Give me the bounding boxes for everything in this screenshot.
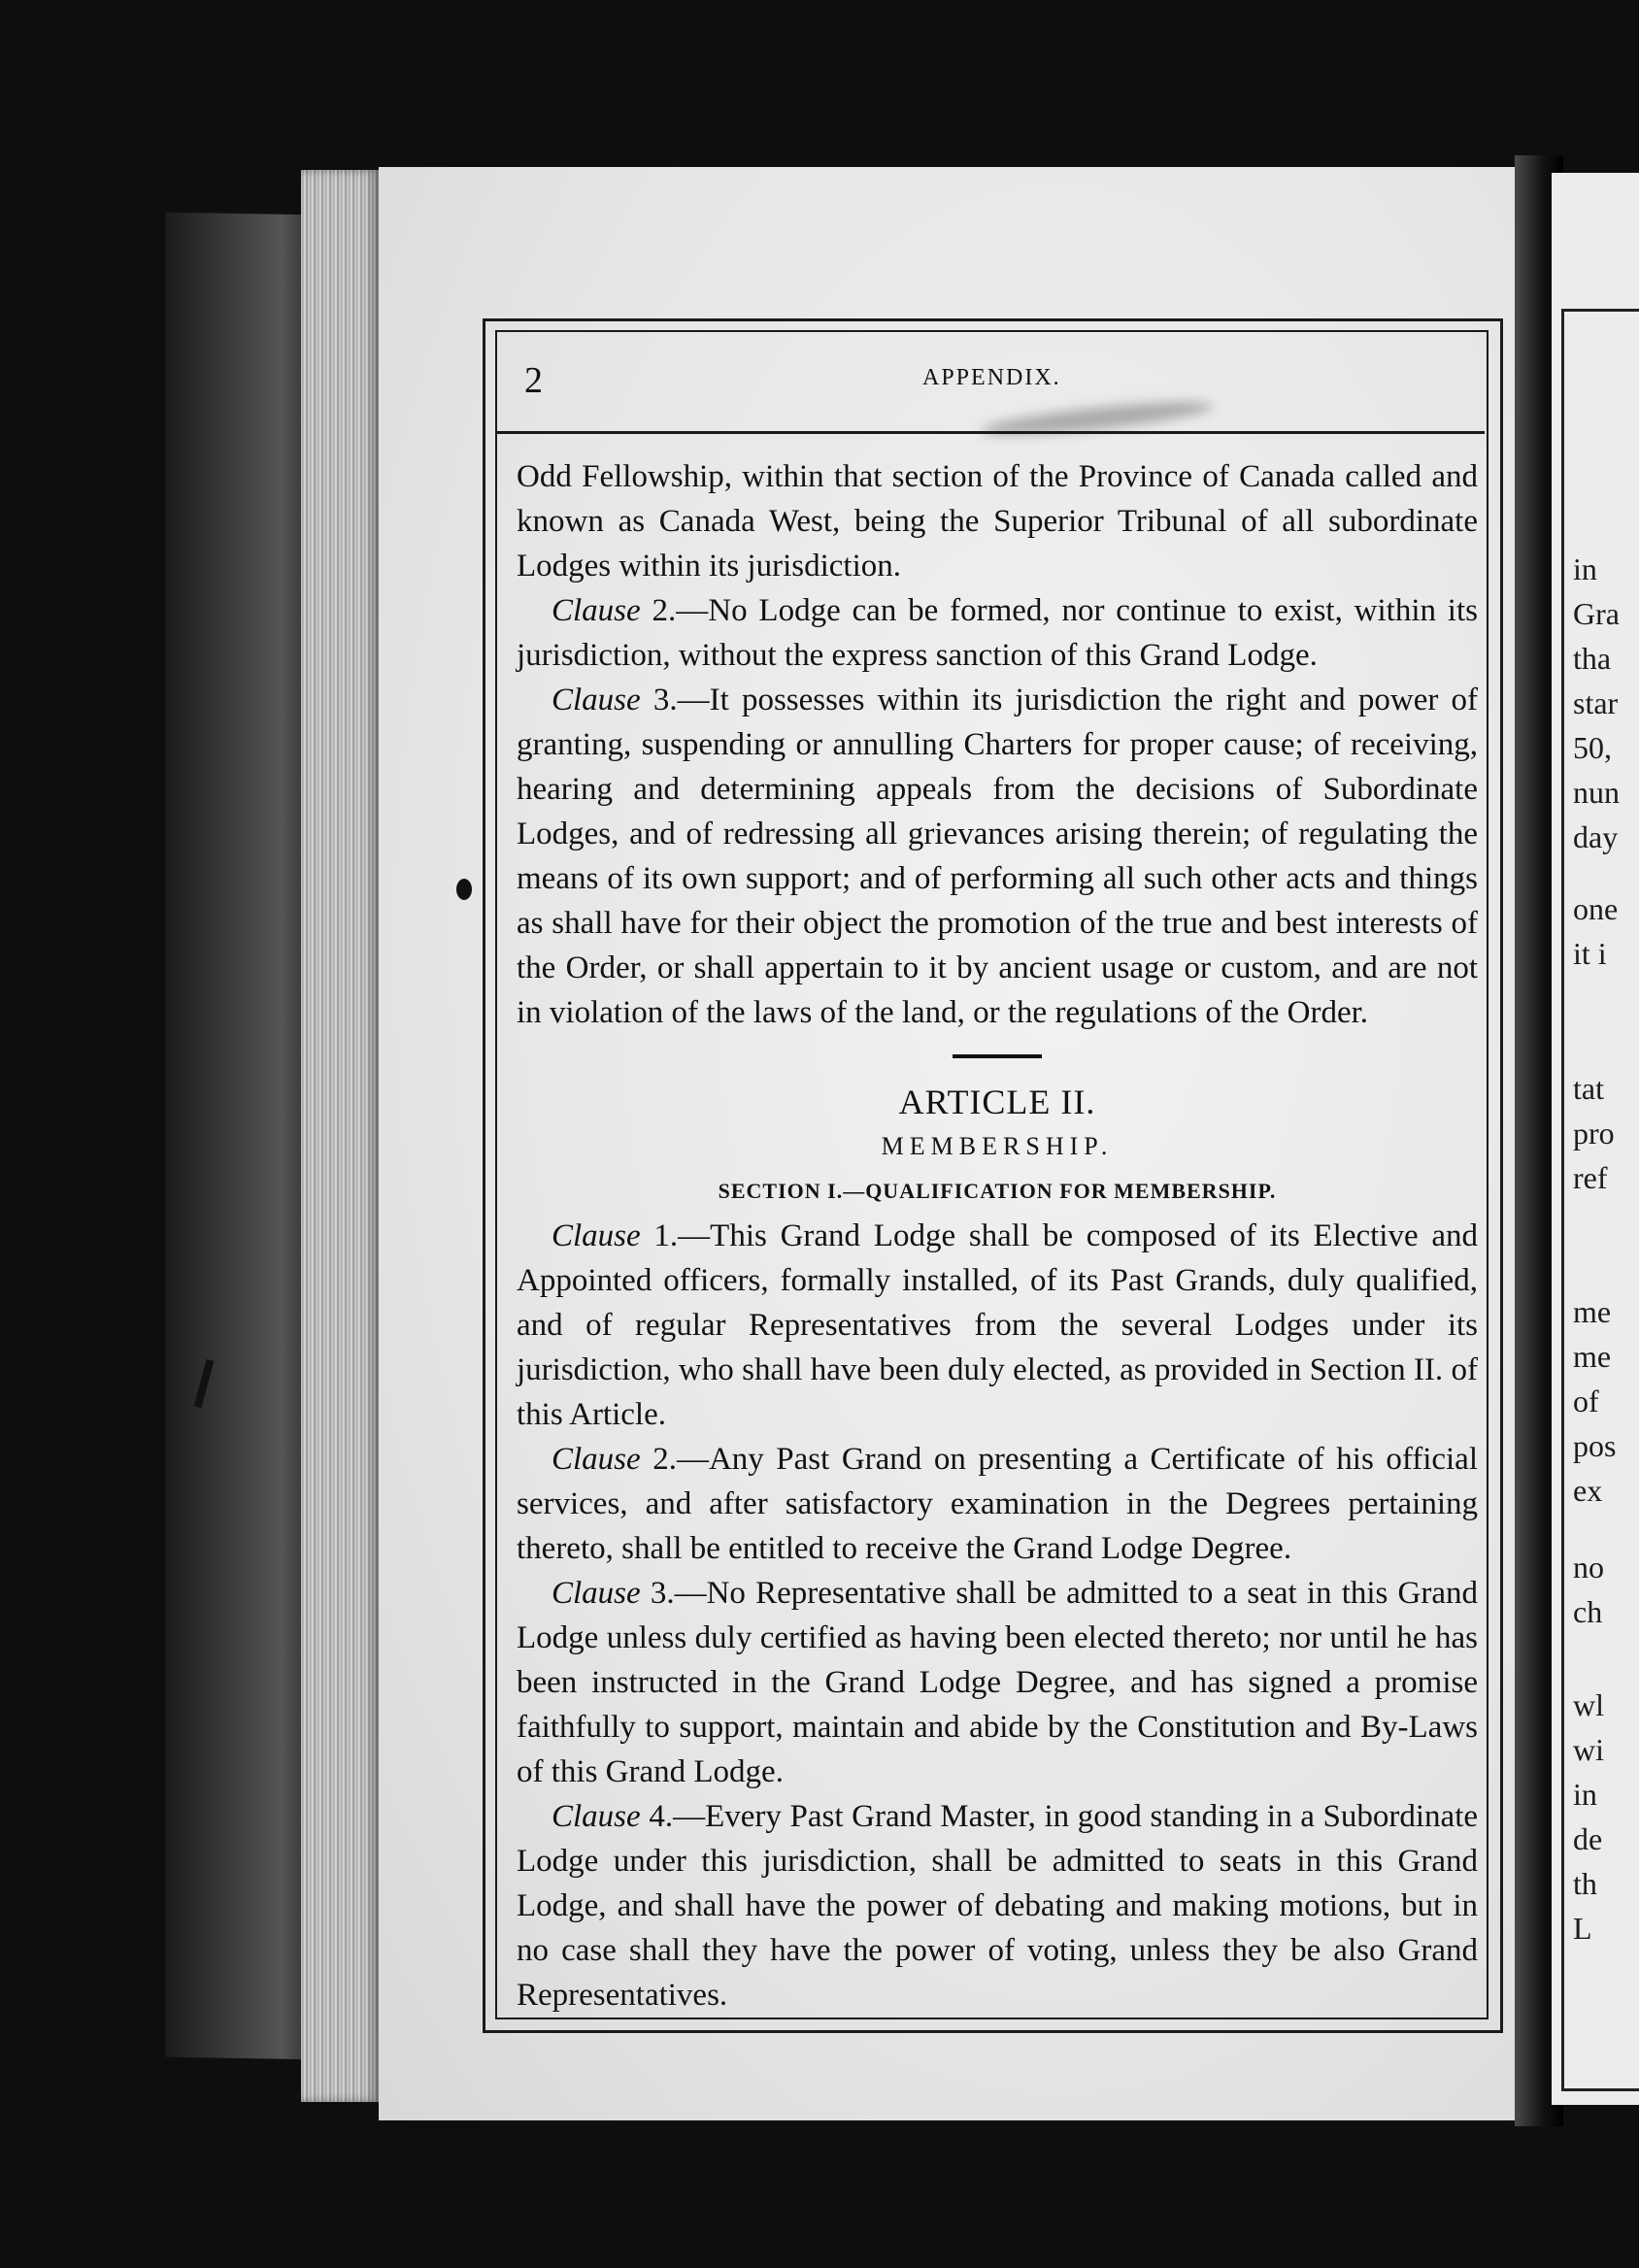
page-body <box>517 454 1478 2018</box>
clause-number: 3. <box>640 1576 675 1611</box>
clause-number: 3. <box>640 683 678 717</box>
facing-fragment: me <box>1573 1294 1612 1329</box>
facing-fragment: 50, <box>1573 730 1612 765</box>
facing-fragment: nun <box>1573 775 1620 810</box>
facing-fragment: pro <box>1573 1116 1615 1151</box>
article-subtitle: MEMBERSHIP. <box>881 1132 1114 1160</box>
clause-text: —No Lodge can be formed, nor continue to exist, within its jurisdiction, without the express sanction of this Grand Lodge. <box>517 593 1478 673</box>
section-divider <box>953 1054 1042 1058</box>
page-edges <box>301 170 379 2102</box>
facing-fragment: star <box>1573 685 1619 720</box>
clause-text: —No Representative shall be admitted to a seat in this Grand Lodge unless duly certified as having been elected thereto; nor until he has been instructed in the Grand Lodge Degree, and has signed a promise faithfully to support, maintain and abide by the Constitution and By-Laws of this Grand Lodge. <box>517 1576 1479 1789</box>
clause-text: —It possesses within its jurisdiction the right and power of granting, suspending or annulling Charters for proper cause; of receiving, hearing and determining appeals from the decisions of Subordinate Lodges, and of redressing all grievances arising therein; of regulating the means of its own support; and of performing all such other acts and things as shall have for their object the promotion of the true and best interests of the Order, or shall appertain to it by ancient usage or custom, and are not in violation of the laws of the land, or the regulations of the Order. <box>517 683 1479 1030</box>
clause-paragraph <box>517 1794 1478 2018</box>
facing-fragment: in <box>1573 551 1597 586</box>
clause-label: Clause <box>552 1799 641 1834</box>
facing-fragment: ref <box>1573 1160 1608 1195</box>
facing-fragment: in <box>1573 1777 1597 1812</box>
facing-fragment: ch <box>1573 1594 1603 1629</box>
facing-fragment: no <box>1573 1550 1604 1584</box>
facing-fragment: day <box>1573 819 1619 854</box>
clause-label: Clause <box>552 683 641 717</box>
ink-blot <box>456 879 472 900</box>
clause-number: 4. <box>640 1799 674 1834</box>
facing-fragment: of <box>1573 1384 1599 1418</box>
facing-page <box>1552 173 1639 2105</box>
facing-fragment: L <box>1573 1911 1592 1946</box>
clause-paragraph <box>517 588 1478 678</box>
clause-label: Clause <box>552 1576 641 1611</box>
article-title: ARTICLE II. <box>898 1083 1096 1121</box>
clause-label: Clause <box>552 1218 641 1253</box>
facing-fragment: pos <box>1573 1428 1617 1463</box>
clause-label: Clause <box>552 1442 641 1477</box>
clause-paragraph <box>517 1437 1478 1571</box>
book-spine-shadow <box>165 213 320 2060</box>
clause-text: —Any Past Grand on presenting a Certificate of his official services, and after satisfactory examination in the Degrees pertaining thereto, shall be entitled to receive the Grand Lodge Degree. <box>517 1442 1479 1566</box>
facing-fragment: tha <box>1573 641 1612 676</box>
header-rule <box>497 431 1485 434</box>
clause-text: —This Grand Lodge shall be composed of its Elective and Appointed officers, formally installed, of its Past Grands, duly qualified, and of regular Representatives from the several Lodges under its jurisdiction, who shall have been duly elected, as provided in Section II. of this Article. <box>517 1218 1479 1432</box>
section-heading: SECTION I.—QUALIFICATION FOR MEMBERSHIP. <box>718 1179 1277 1203</box>
clause-number: 1. <box>640 1218 679 1253</box>
clause-paragraph <box>517 1214 1478 1437</box>
facing-fragment: one <box>1573 891 1619 926</box>
page-number: 2 <box>524 360 543 401</box>
clause-number: 2. <box>640 593 677 628</box>
facing-fragment: me <box>1573 1339 1612 1374</box>
clause-paragraph <box>517 1571 1478 1794</box>
continuation-paragraph: Odd Fellowship, within that section of the Province of Canada called and known as Canada West, being the Superior Tribunal of all subordinate Lodges within its jurisdiction. <box>517 459 1478 584</box>
facing-fragment: wi <box>1573 1732 1604 1767</box>
facing-fragment: tat <box>1573 1071 1604 1106</box>
facing-fragment: ex <box>1573 1473 1603 1508</box>
facing-fragment: wl <box>1573 1687 1604 1722</box>
clause-label: Clause <box>552 593 641 628</box>
facing-fragment: th <box>1573 1866 1597 1901</box>
clause-text: —Every Past Grand Master, in good standing in a Subordinate Lodge under this jurisdiction, shall be admitted to seats in this Grand Lodge, and shall have the power of debating and making motions, but in no case shall they have the power of voting, unless they be also Grand Representatives. <box>517 1799 1479 2013</box>
clause-number: 2. <box>640 1442 677 1477</box>
facing-fragment: Gra <box>1573 596 1620 631</box>
facing-fragment: it i <box>1573 936 1607 971</box>
facing-fragment: de <box>1573 1821 1603 1856</box>
clause-paragraph <box>517 678 1478 1035</box>
running-head: APPENDIX. <box>922 365 1061 390</box>
